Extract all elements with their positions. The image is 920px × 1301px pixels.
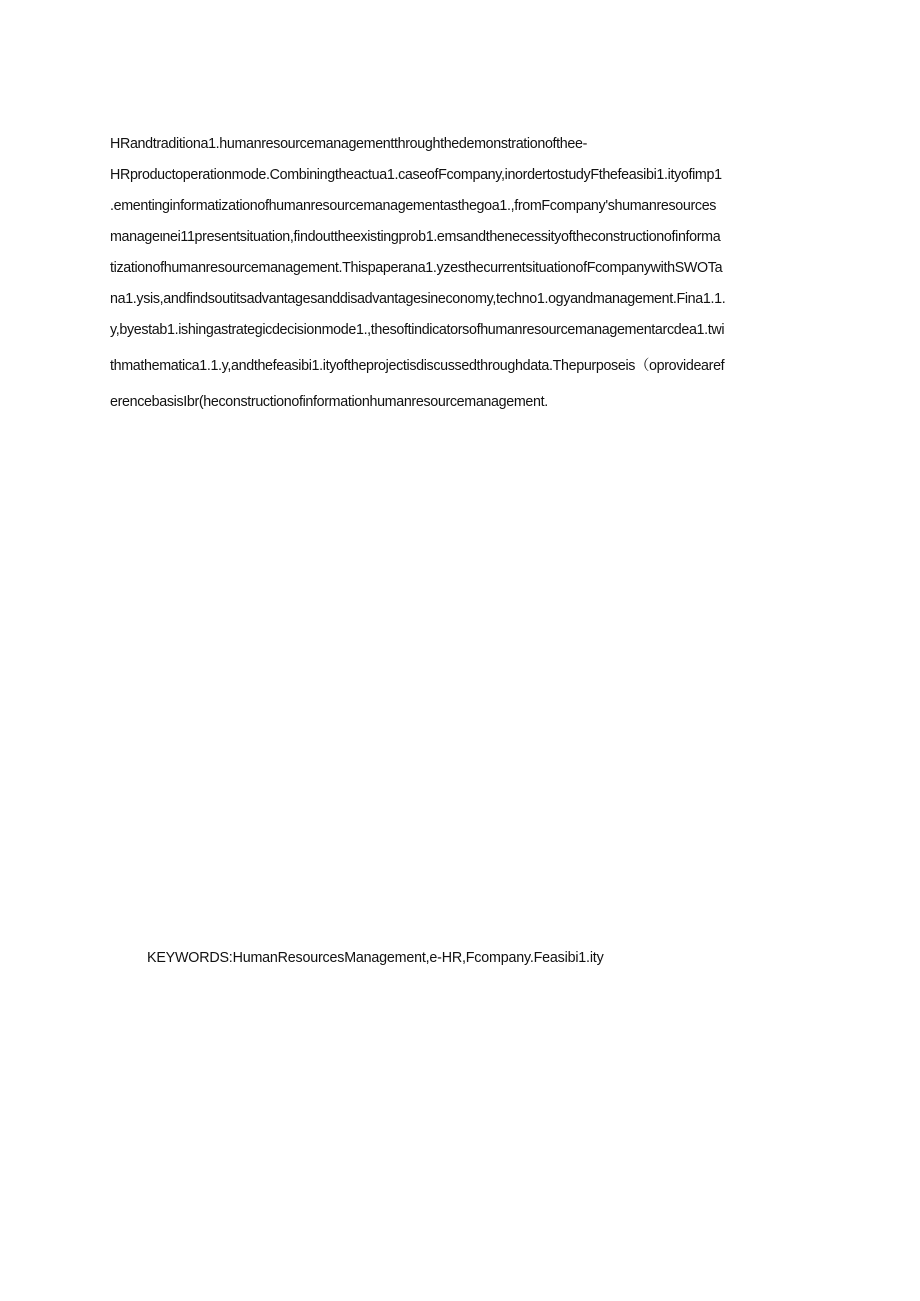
abstract-line-1: HRandtraditiona1.humanresourcemanagementthroughthedemonstrationofthee- [110,136,588,152]
abstract-line-7: y,byestab1.ishingastrategicdecisionmode1.,thesoftindicatorsofhumanresourcemanagementarcdea1.twi [110,322,725,338]
abstract-paragraph [110,133,830,422]
abstract-line-2: HRproductoperationmode.Combiningtheactua1.caseofFcompany,inordertostudyFthefeasibi1.ityofimp1 [110,167,722,183]
keywords-line: KEYWORDS:HumanResourcesManagement,e-HR,Fcompany.Feasibi1.ity [147,950,604,966]
abstract-line-9: erencebasisIbr(heconstructionofinformationhumanresourcemanagement. [110,394,548,410]
abstract-line-4: manageιnei11presentsituation,findouttheexistingprob1.emsandthenecessityoftheconstructionofinforma [110,229,721,245]
abstract-line-5: tizationofhumanresourcemanagement.Thispaperana1.yzesthecurrentsituationofFcompanywithSWOTa [110,260,723,276]
abstract-line-8: thmathematica1.1.y,andthefeasibi1.ityoftheprojectisdiscussedthroughdata.Thepurposeis（oprovidearef [110,358,725,374]
abstract-line-6: na1.ysis,andfindsoutitsadvantagesanddisadvantagesineconomy,techno1.ogyandmanagement.Fina1.1. [110,291,726,307]
abstract-line-3: .ementinginformatizationofhumanresourcemanagementasthegoa1.,fromFcompany'shumanresources [110,198,717,214]
